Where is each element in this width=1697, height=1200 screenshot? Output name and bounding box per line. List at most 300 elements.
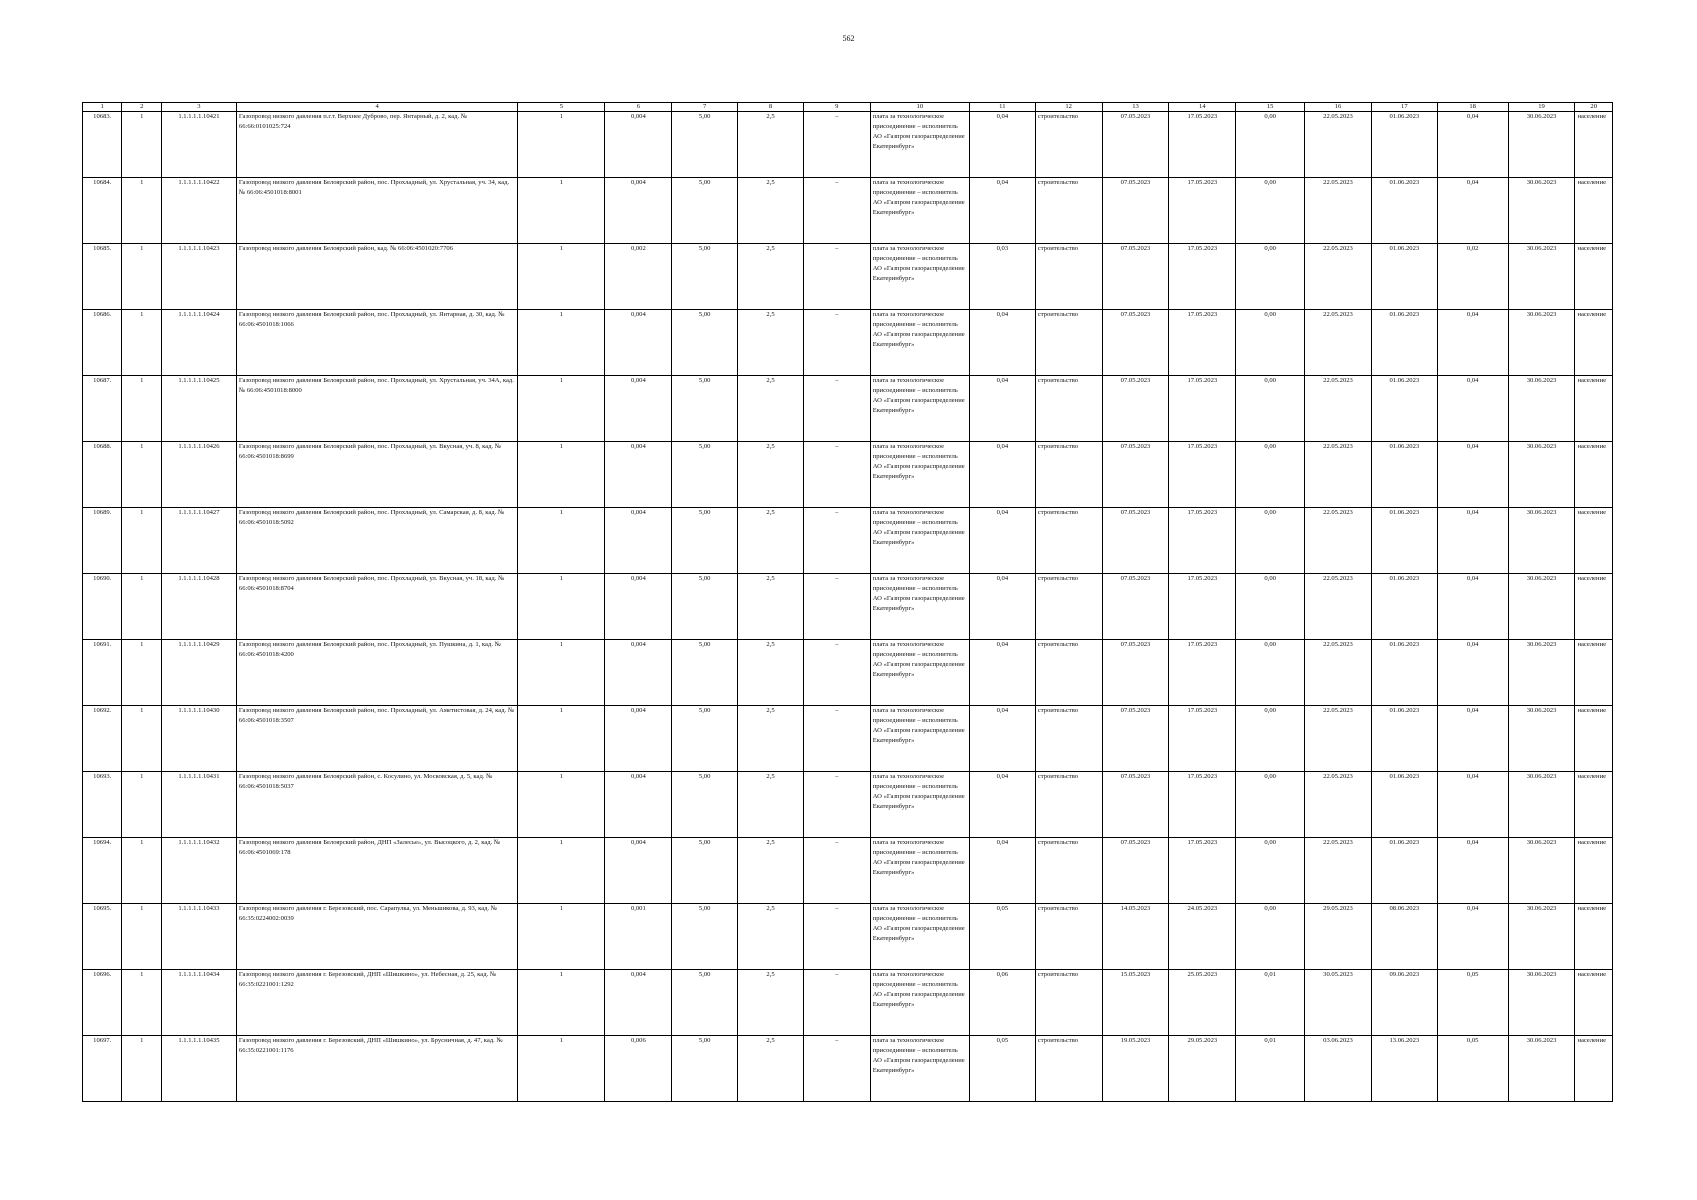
cell-col-16: 22.05.2023	[1305, 574, 1372, 640]
column-header-2: 2	[122, 103, 161, 112]
cell-col-13: 07.05.2023	[1102, 838, 1169, 904]
cell-col-12: строительство	[1035, 178, 1102, 244]
cell-col-15: 0,01	[1236, 970, 1305, 1036]
cell-col-17: 13.06.2023	[1371, 1036, 1437, 1102]
cell-col-5: 1	[518, 442, 605, 508]
table-row	[83, 640, 1613, 706]
cell-col-17: 01.06.2023	[1371, 178, 1437, 244]
cell-col-1: 10683.	[83, 112, 122, 178]
table-row	[83, 904, 1613, 970]
cell-col-13: 07.05.2023	[1102, 244, 1169, 310]
cell-col-4: Газопровод низкого давления Белоярский район, ДНП «Залесье», ул. Высоцкого, д. 2, кад. № 66:06:4501069:178	[236, 838, 517, 904]
cell-col-11: 0,04	[969, 376, 1035, 442]
cell-col-5: 1	[518, 244, 605, 310]
cell-col-10: плата за технологическое присоединение – исполнитель АО «Газпром газораспределение Екатеринбург»	[870, 838, 969, 904]
cell-col-4: Газопровод низкого давления Белоярский район, кад. № 66:06:4501020:7706	[236, 244, 517, 310]
cell-col-10: плата за технологическое присоединение – исполнитель АО «Газпром газораспределение Екатеринбург»	[870, 970, 969, 1036]
cell-col-5: 1	[518, 706, 605, 772]
table-row	[83, 244, 1613, 310]
table-row	[83, 970, 1613, 1036]
cell-col-8: 2,5	[738, 904, 804, 970]
cell-col-7: 5,00	[672, 640, 738, 706]
cell-col-19: 30.06.2023	[1508, 1036, 1575, 1102]
column-header-7: 7	[672, 103, 738, 112]
cell-col-4: Газопровод низкого давления г. Березовский, ДНП «Шишкино», ул. Небесная, д. 25, кад. № 66:35:0221001:1292	[236, 970, 517, 1036]
cell-col-10: плата за технологическое присоединение – исполнитель АО «Газпром газораспределение Екатеринбург»	[870, 112, 969, 178]
column-header-14: 14	[1169, 103, 1236, 112]
cell-col-4: Газопровод низкого давления Белоярский район, пос. Прохладный, ул. Самарская, д. 8, кад. № 66:06:4501018:5092	[236, 508, 517, 574]
cell-col-13: 19.05.2023	[1102, 1036, 1169, 1102]
table-row	[83, 1036, 1613, 1102]
cell-col-15: 0,00	[1236, 310, 1305, 376]
cell-col-11: 0,04	[969, 640, 1035, 706]
cell-col-13: 07.05.2023	[1102, 508, 1169, 574]
cell-col-8: 2,5	[738, 574, 804, 640]
cell-col-2: 1	[122, 640, 161, 706]
cell-col-3: 1.1.1.1.1.10435	[161, 1036, 236, 1102]
cell-col-20: население	[1575, 838, 1613, 904]
cell-col-1: 10684.	[83, 178, 122, 244]
cell-col-10: плата за технологическое присоединение – исполнитель АО «Газпром газораспределение Екатеринбург»	[870, 772, 969, 838]
table-row	[83, 442, 1613, 508]
cell-col-2: 1	[122, 508, 161, 574]
cell-col-12: строительство	[1035, 1036, 1102, 1102]
cell-col-9: –	[803, 442, 870, 508]
cell-col-4: Газопровод низкого давления Белоярский район, пос. Прохладный, ул. Вкусная, уч. 8, кад. № 66:06:4501018:8699	[236, 442, 517, 508]
cell-col-14: 17.05.2023	[1169, 112, 1236, 178]
cell-col-10: плата за технологическое присоединение – исполнитель АО «Газпром газораспределение Екатеринбург»	[870, 310, 969, 376]
cell-col-16: 22.05.2023	[1305, 838, 1372, 904]
cell-col-8: 2,5	[738, 838, 804, 904]
cell-col-2: 1	[122, 772, 161, 838]
cell-col-2: 1	[122, 178, 161, 244]
cell-col-19: 30.06.2023	[1508, 310, 1575, 376]
cell-col-2: 1	[122, 112, 161, 178]
cell-col-18: 0,04	[1437, 772, 1508, 838]
cell-col-5: 1	[518, 904, 605, 970]
cell-col-3: 1.1.1.1.1.10429	[161, 640, 236, 706]
cell-col-16: 22.05.2023	[1305, 772, 1372, 838]
cell-col-16: 22.05.2023	[1305, 178, 1372, 244]
cell-col-18: 0,04	[1437, 310, 1508, 376]
table-row	[83, 574, 1613, 640]
cell-col-17: 01.06.2023	[1371, 640, 1437, 706]
cell-col-17: 01.06.2023	[1371, 772, 1437, 838]
cell-col-20: население	[1575, 970, 1613, 1036]
cell-col-20: население	[1575, 640, 1613, 706]
cell-col-9: –	[803, 574, 870, 640]
cell-col-2: 1	[122, 574, 161, 640]
cell-col-15: 0,00	[1236, 508, 1305, 574]
cell-col-5: 1	[518, 1036, 605, 1102]
cell-col-12: строительство	[1035, 112, 1102, 178]
cell-col-9: –	[803, 244, 870, 310]
cell-col-16: 22.05.2023	[1305, 640, 1372, 706]
cell-col-17: 01.06.2023	[1371, 376, 1437, 442]
cell-col-1: 10691.	[83, 640, 122, 706]
cell-col-6: 0,004	[605, 112, 672, 178]
cell-col-11: 0,05	[969, 904, 1035, 970]
cell-col-10: плата за технологическое присоединение – исполнитель АО «Газпром газораспределение Екатеринбург»	[870, 706, 969, 772]
cell-col-15: 0,00	[1236, 244, 1305, 310]
cell-col-7: 5,00	[672, 970, 738, 1036]
cell-col-19: 30.06.2023	[1508, 640, 1575, 706]
cell-col-11: 0,04	[969, 772, 1035, 838]
cell-col-16: 22.05.2023	[1305, 442, 1372, 508]
cell-col-3: 1.1.1.1.1.10428	[161, 574, 236, 640]
cell-col-3: 1.1.1.1.1.10421	[161, 112, 236, 178]
cell-col-3: 1.1.1.1.1.10422	[161, 178, 236, 244]
column-header-3: 3	[161, 103, 236, 112]
cell-col-8: 2,5	[738, 244, 804, 310]
cell-col-4: Газопровод низкого давления Белоярский район, пос. Прохладный, ул. Пушкина, д. 1, кад. № 66:06:4501018:4200	[236, 640, 517, 706]
column-header-13: 13	[1102, 103, 1169, 112]
cell-col-17: 01.06.2023	[1371, 442, 1437, 508]
cell-col-8: 2,5	[738, 970, 804, 1036]
cell-col-17: 08.06.2023	[1371, 904, 1437, 970]
cell-col-1: 10685.	[83, 244, 122, 310]
cell-col-14: 24.05.2023	[1169, 904, 1236, 970]
cell-col-6: 0,002	[605, 244, 672, 310]
cell-col-9: –	[803, 772, 870, 838]
cell-col-2: 1	[122, 838, 161, 904]
cell-col-7: 5,00	[672, 1036, 738, 1102]
cell-col-6: 0,006	[605, 1036, 672, 1102]
cell-col-20: население	[1575, 574, 1613, 640]
column-header-12: 12	[1035, 103, 1102, 112]
cell-col-8: 2,5	[738, 442, 804, 508]
cell-col-10: плата за технологическое присоединение – исполнитель АО «Газпром газораспределение Екатеринбург»	[870, 442, 969, 508]
cell-col-13: 07.05.2023	[1102, 574, 1169, 640]
cell-col-5: 1	[518, 772, 605, 838]
cell-col-4: Газопровод низкого давления Белоярский район, с. Косулино, ул. Московская, д. 5, кад. № 66:06:4501018:5037	[236, 772, 517, 838]
cell-col-14: 17.05.2023	[1169, 442, 1236, 508]
cell-col-7: 5,00	[672, 838, 738, 904]
cell-col-18: 0,04	[1437, 112, 1508, 178]
cell-col-3: 1.1.1.1.1.10426	[161, 442, 236, 508]
cell-col-7: 5,00	[672, 574, 738, 640]
cell-col-9: –	[803, 970, 870, 1036]
cell-col-8: 2,5	[738, 1036, 804, 1102]
column-header-8: 8	[738, 103, 804, 112]
cell-col-4: Газопровод низкого давления Белоярский район, пос. Прохладный, ул. Хрустальная, уч. 34, кад. № 66:06:4501018:8001	[236, 178, 517, 244]
column-header-16: 16	[1305, 103, 1372, 112]
cell-col-17: 01.06.2023	[1371, 508, 1437, 574]
cell-col-18: 0,04	[1437, 442, 1508, 508]
cell-col-12: строительство	[1035, 904, 1102, 970]
cell-col-20: население	[1575, 112, 1613, 178]
cell-col-6: 0,004	[605, 772, 672, 838]
cell-col-14: 29.05.2023	[1169, 1036, 1236, 1102]
cell-col-16: 22.05.2023	[1305, 244, 1372, 310]
column-header-17: 17	[1371, 103, 1437, 112]
cell-col-18: 0,02	[1437, 244, 1508, 310]
cell-col-20: население	[1575, 904, 1613, 970]
cell-col-13: 15.05.2023	[1102, 970, 1169, 1036]
cell-col-18: 0,04	[1437, 178, 1508, 244]
table-row	[83, 178, 1613, 244]
cell-col-10: плата за технологическое присоединение – исполнитель АО «Газпром газораспределение Екатеринбург»	[870, 508, 969, 574]
cell-col-15: 0,00	[1236, 112, 1305, 178]
cell-col-1: 10693.	[83, 772, 122, 838]
cell-col-15: 0,00	[1236, 178, 1305, 244]
register-table	[82, 102, 1613, 1102]
cell-col-7: 5,00	[672, 508, 738, 574]
cell-col-5: 1	[518, 838, 605, 904]
cell-col-6: 0,004	[605, 178, 672, 244]
cell-col-9: –	[803, 112, 870, 178]
column-header-19: 19	[1508, 103, 1575, 112]
cell-col-14: 17.05.2023	[1169, 574, 1236, 640]
cell-col-16: 29.05.2023	[1305, 904, 1372, 970]
cell-col-8: 2,5	[738, 310, 804, 376]
cell-col-16: 22.05.2023	[1305, 376, 1372, 442]
table-row	[83, 310, 1613, 376]
cell-col-12: строительство	[1035, 574, 1102, 640]
cell-col-3: 1.1.1.1.1.10434	[161, 970, 236, 1036]
cell-col-6: 0,001	[605, 904, 672, 970]
table-row	[83, 376, 1613, 442]
cell-col-10: плата за технологическое присоединение – исполнитель АО «Газпром газораспределение Екатеринбург»	[870, 376, 969, 442]
cell-col-9: –	[803, 508, 870, 574]
cell-col-6: 0,004	[605, 310, 672, 376]
cell-col-6: 0,004	[605, 706, 672, 772]
cell-col-7: 5,00	[672, 112, 738, 178]
cell-col-2: 1	[122, 244, 161, 310]
cell-col-13: 07.05.2023	[1102, 376, 1169, 442]
cell-col-10: плата за технологическое присоединение – исполнитель АО «Газпром газораспределение Екатеринбург»	[870, 904, 969, 970]
cell-col-19: 30.06.2023	[1508, 838, 1575, 904]
cell-col-14: 17.05.2023	[1169, 376, 1236, 442]
cell-col-10: плата за технологическое присоединение – исполнитель АО «Газпром газораспределение Екатеринбург»	[870, 574, 969, 640]
cell-col-15: 0,00	[1236, 640, 1305, 706]
cell-col-20: население	[1575, 706, 1613, 772]
cell-col-18: 0,05	[1437, 1036, 1508, 1102]
cell-col-19: 30.06.2023	[1508, 376, 1575, 442]
cell-col-12: строительство	[1035, 310, 1102, 376]
cell-col-10: плата за технологическое присоединение – исполнитель АО «Газпром газораспределение Екатеринбург»	[870, 244, 969, 310]
cell-col-4: Газопровод низкого давления г. Березовский, пос. Сарапулка, ул. Меньшикова, д. 93, кад. № 66:35:0224002:0039	[236, 904, 517, 970]
table-row	[83, 508, 1613, 574]
cell-col-15: 0,00	[1236, 838, 1305, 904]
cell-col-19: 30.06.2023	[1508, 574, 1575, 640]
cell-col-12: строительство	[1035, 706, 1102, 772]
cell-col-18: 0,04	[1437, 904, 1508, 970]
table-body	[83, 112, 1613, 1102]
cell-col-11: 0,04	[969, 838, 1035, 904]
cell-col-20: население	[1575, 508, 1613, 574]
column-header-15: 15	[1236, 103, 1305, 112]
column-header-20: 20	[1575, 103, 1613, 112]
cell-col-20: население	[1575, 178, 1613, 244]
cell-col-8: 2,5	[738, 508, 804, 574]
column-header-11: 11	[969, 103, 1035, 112]
cell-col-4: Газопровод низкого давления Белоярский район, пос. Прохладный, ул. Вкусная, уч. 18, кад. № 66:06:4501018:8704	[236, 574, 517, 640]
cell-col-8: 2,5	[738, 376, 804, 442]
page-number: 562	[842, 34, 855, 43]
cell-col-5: 1	[518, 310, 605, 376]
cell-col-1: 10686.	[83, 310, 122, 376]
cell-col-8: 2,5	[738, 772, 804, 838]
cell-col-1: 10687.	[83, 376, 122, 442]
cell-col-13: 07.05.2023	[1102, 442, 1169, 508]
cell-col-5: 1	[518, 178, 605, 244]
cell-col-9: –	[803, 376, 870, 442]
cell-col-6: 0,004	[605, 970, 672, 1036]
cell-col-20: население	[1575, 442, 1613, 508]
column-header-1: 1	[83, 103, 122, 112]
column-header-4: 4	[236, 103, 517, 112]
cell-col-11: 0,04	[969, 442, 1035, 508]
cell-col-6: 0,004	[605, 442, 672, 508]
cell-col-3: 1.1.1.1.1.10430	[161, 706, 236, 772]
cell-col-14: 17.05.2023	[1169, 508, 1236, 574]
cell-col-7: 5,00	[672, 904, 738, 970]
cell-col-14: 25.05.2023	[1169, 970, 1236, 1036]
cell-col-3: 1.1.1.1.1.10432	[161, 838, 236, 904]
cell-col-17: 01.06.2023	[1371, 706, 1437, 772]
cell-col-15: 0,00	[1236, 574, 1305, 640]
cell-col-4: Газопровод низкого давления Белоярский район, пос. Прохладный, ул. Хрустальная, уч. 34А, кад. № 66:06:4501018:8000	[236, 376, 517, 442]
cell-col-3: 1.1.1.1.1.10425	[161, 376, 236, 442]
cell-col-16: 22.05.2023	[1305, 310, 1372, 376]
cell-col-13: 07.05.2023	[1102, 640, 1169, 706]
cell-col-4: Газопровод низкого давления Белоярский район, пос. Прохладный, ул. Янтарная, д. 30, кад. № 66:06:4501018:1066	[236, 310, 517, 376]
cell-col-16: 30.05.2023	[1305, 970, 1372, 1036]
cell-col-1: 10695.	[83, 904, 122, 970]
cell-col-14: 17.05.2023	[1169, 838, 1236, 904]
cell-col-19: 30.06.2023	[1508, 244, 1575, 310]
cell-col-16: 03.06.2023	[1305, 1036, 1372, 1102]
cell-col-15: 0,00	[1236, 376, 1305, 442]
cell-col-9: –	[803, 640, 870, 706]
cell-col-4: Газопровод низкого давления п.г.т. Верхнее Дуброво, пер. Янтарный, д. 2, кад. № 66:66:0101025:724	[236, 112, 517, 178]
cell-col-13: 07.05.2023	[1102, 772, 1169, 838]
cell-col-19: 30.06.2023	[1508, 112, 1575, 178]
cell-col-5: 1	[518, 508, 605, 574]
cell-col-9: –	[803, 1036, 870, 1102]
cell-col-9: –	[803, 904, 870, 970]
cell-col-6: 0,004	[605, 376, 672, 442]
cell-col-2: 1	[122, 310, 161, 376]
cell-col-20: население	[1575, 310, 1613, 376]
cell-col-7: 5,00	[672, 442, 738, 508]
cell-col-17: 01.06.2023	[1371, 112, 1437, 178]
cell-col-8: 2,5	[738, 112, 804, 178]
cell-col-3: 1.1.1.1.1.10423	[161, 244, 236, 310]
cell-col-2: 1	[122, 970, 161, 1036]
cell-col-19: 30.06.2023	[1508, 508, 1575, 574]
cell-col-16: 22.05.2023	[1305, 508, 1372, 574]
column-header-18: 18	[1437, 103, 1508, 112]
cell-col-3: 1.1.1.1.1.10427	[161, 508, 236, 574]
cell-col-19: 30.06.2023	[1508, 178, 1575, 244]
cell-col-12: строительство	[1035, 640, 1102, 706]
cell-col-2: 1	[122, 904, 161, 970]
cell-col-9: –	[803, 838, 870, 904]
cell-col-14: 17.05.2023	[1169, 772, 1236, 838]
cell-col-11: 0,05	[969, 1036, 1035, 1102]
cell-col-5: 1	[518, 574, 605, 640]
cell-col-15: 0,00	[1236, 442, 1305, 508]
table-row	[83, 706, 1613, 772]
cell-col-14: 17.05.2023	[1169, 310, 1236, 376]
cell-col-20: население	[1575, 244, 1613, 310]
cell-col-13: 07.05.2023	[1102, 178, 1169, 244]
cell-col-7: 5,00	[672, 244, 738, 310]
cell-col-19: 30.06.2023	[1508, 772, 1575, 838]
cell-col-11: 0,04	[969, 112, 1035, 178]
cell-col-11: 0,04	[969, 574, 1035, 640]
cell-col-3: 1.1.1.1.1.10433	[161, 904, 236, 970]
cell-col-8: 2,5	[738, 706, 804, 772]
cell-col-17: 01.06.2023	[1371, 574, 1437, 640]
column-header-10: 10	[870, 103, 969, 112]
cell-col-2: 1	[122, 442, 161, 508]
cell-col-10: плата за технологическое присоединение – исполнитель АО «Газпром газораспределение Екатеринбург»	[870, 1036, 969, 1102]
cell-col-11: 0,04	[969, 508, 1035, 574]
cell-col-12: строительство	[1035, 442, 1102, 508]
cell-col-11: 0,03	[969, 244, 1035, 310]
column-header-9: 9	[803, 103, 870, 112]
cell-col-14: 17.05.2023	[1169, 706, 1236, 772]
cell-col-11: 0,04	[969, 178, 1035, 244]
cell-col-17: 01.06.2023	[1371, 310, 1437, 376]
cell-col-16: 22.05.2023	[1305, 706, 1372, 772]
column-header-5: 5	[518, 103, 605, 112]
cell-col-15: 0,00	[1236, 772, 1305, 838]
cell-col-7: 5,00	[672, 310, 738, 376]
cell-col-12: строительство	[1035, 244, 1102, 310]
cell-col-19: 30.06.2023	[1508, 904, 1575, 970]
cell-col-1: 10694.	[83, 838, 122, 904]
cell-col-5: 1	[518, 112, 605, 178]
cell-col-18: 0,04	[1437, 574, 1508, 640]
cell-col-15: 0,00	[1236, 904, 1305, 970]
cell-col-14: 17.05.2023	[1169, 178, 1236, 244]
cell-col-5: 1	[518, 640, 605, 706]
cell-col-3: 1.1.1.1.1.10424	[161, 310, 236, 376]
cell-col-17: 01.06.2023	[1371, 838, 1437, 904]
cell-col-15: 0,01	[1236, 1036, 1305, 1102]
cell-col-9: –	[803, 706, 870, 772]
cell-col-15: 0,00	[1236, 706, 1305, 772]
cell-col-18: 0,05	[1437, 970, 1508, 1036]
cell-col-13: 07.05.2023	[1102, 706, 1169, 772]
cell-col-18: 0,04	[1437, 640, 1508, 706]
cell-col-11: 0,04	[969, 310, 1035, 376]
cell-col-5: 1	[518, 970, 605, 1036]
cell-col-7: 5,00	[672, 706, 738, 772]
cell-col-14: 17.05.2023	[1169, 244, 1236, 310]
cell-col-8: 2,5	[738, 178, 804, 244]
cell-col-2: 1	[122, 1036, 161, 1102]
cell-col-5: 1	[518, 376, 605, 442]
cell-col-4: Газопровод низкого давления Белоярский район, пос. Прохладный, ул. Аметистовая, д. 24, кад. № 66:06:4501018:3507	[236, 706, 517, 772]
cell-col-20: население	[1575, 772, 1613, 838]
cell-col-16: 22.05.2023	[1305, 112, 1372, 178]
cell-col-13: 07.05.2023	[1102, 112, 1169, 178]
cell-col-11: 0,04	[969, 706, 1035, 772]
cell-col-2: 1	[122, 706, 161, 772]
cell-col-17: 09.06.2023	[1371, 970, 1437, 1036]
cell-col-18: 0,04	[1437, 838, 1508, 904]
cell-col-1: 10690.	[83, 574, 122, 640]
cell-col-20: население	[1575, 376, 1613, 442]
cell-col-14: 17.05.2023	[1169, 640, 1236, 706]
cell-col-1: 10689.	[83, 508, 122, 574]
table-row	[83, 772, 1613, 838]
